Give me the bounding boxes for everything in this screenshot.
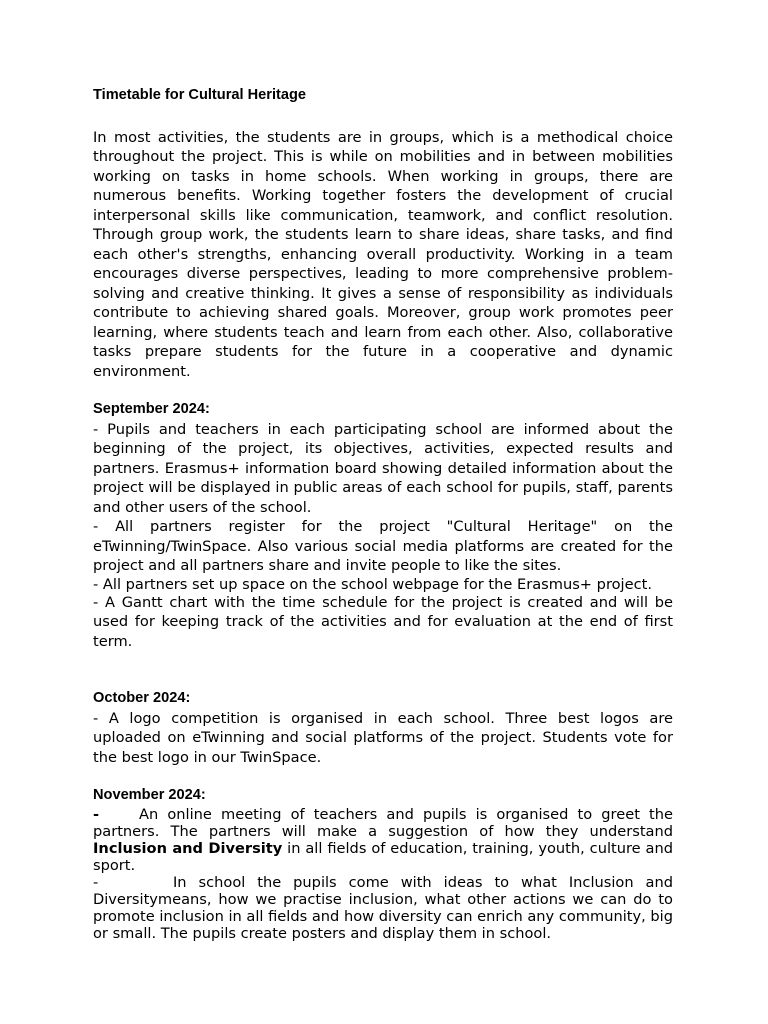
november-item-2-text: In school the pupils come with ideas to what Inclusion and Diversitymeans, how we practise inclusion, what other actions we can do to promote inclusion in all fields and how diversity can enrich any community, big or small. The pupils create posters and display them in school. (93, 873, 673, 942)
september-item-2: - All partners register for the project "Cultural Heritage" on the eTwinning/TwinSpace. Also various social media platforms are created for the project and all partners share and invite people to like the sites. (93, 518, 673, 574)
section-spacer (93, 767, 673, 786)
section-spacer (93, 651, 673, 689)
september-item-3: - All partners set up space on the school webpage for the Erasmus+ project. (93, 575, 652, 593)
section-heading-september: September 2024: (93, 401, 210, 417)
november-item-1 (93, 806, 673, 874)
november-item-1-text-after: in all fields of education, training, youth, culture and sport. (93, 839, 673, 874)
section-heading-november: November 2024: (93, 787, 206, 803)
document-page (93, 86, 673, 942)
intro-paragraph: In most activities, the students are in groups, which is a methodical choice throughout the project. This is while on mobilities and in between mobilities working on tasks in home schools. When working in groups, there are numerous benefits. Working together fosters the development of crucial interpersonal skills like communication, teamwork, and conflict resolution. Through group work, the students learn to share ideas, share tasks, and find each other's strengths, enhancing overall productivity. Working in a team encourages diverse perspectives, leading to more comprehensive problem-solving and creative thinking. It gives a sense of responsibility as individuals contribute to achieving shared goals. Moreover, group work promotes peer learning, where students teach and learn from each other. Also, collaborative tasks prepare students for the future in a cooperative and dynamic environment. (93, 128, 673, 380)
section-heading-october: October 2024: (93, 690, 191, 706)
september-item-1: - Pupils and teachers in each participating school are informed about the beginning of the project, its objectives, activities, expected results and partners. Erasmus+ information board showing detailed information about the project will be displayed in public areas of each school for pupils, staff, parents and other users of the school. (93, 420, 673, 516)
september-item-4: - A Gantt chart with the time schedule for the project is created and will be used for keeping track of the activities and for evaluation at the end of first term. (93, 593, 673, 650)
list-dash: - (93, 873, 99, 891)
october-item-1: - A logo competition is organised in each school. Three best logos are uploaded on eTwinning and social platforms of the project. Students vote for the best logo in our TwinSpace. (93, 709, 673, 766)
list-dash: - (93, 805, 100, 823)
november-item-1-text-before: An online meeting of teachers and pupils is organised to greet the partners. The partners will make a suggestion of how they understand (93, 805, 673, 840)
november-item-2 (93, 874, 673, 942)
inclusion-diversity-term: Inclusion and Diversity (93, 839, 283, 857)
document-title: Timetable for Cultural Heritage (93, 87, 307, 103)
